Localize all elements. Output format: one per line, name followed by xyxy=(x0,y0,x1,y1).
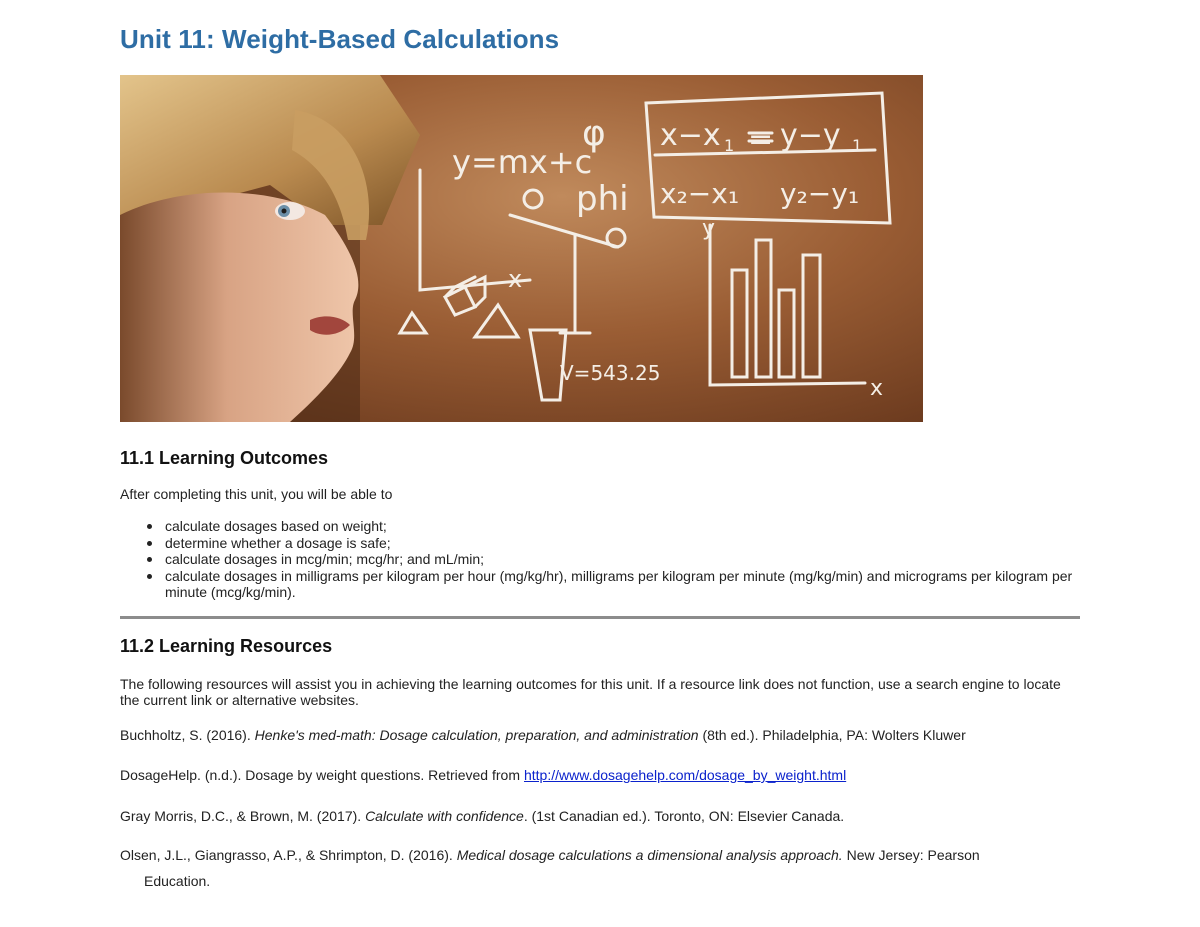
chalk-fraction-bottom-left: x₂−x₁ xyxy=(660,177,740,210)
reference-olsen: Olsen, J.L., Giangrasso, A.P., & Shrimpton, D. (2016). Medical dosage calculations a dimensional analysis approach. New Jersey: Pearson Education. xyxy=(120,847,980,889)
resources-intro: The following resources will assist you in achieving the learning outcomes for this unit. If a resource link does not function, use a search engine to locate the current link or alternative websites. xyxy=(120,676,1061,708)
chalk-axis-x-right: x xyxy=(870,376,884,401)
chalk-fraction-top-right: y−y xyxy=(780,118,841,153)
chalk-axis-y: y xyxy=(702,216,716,241)
chalk-equation-line: y=mx+c xyxy=(452,143,593,181)
list-item: determine whether a dosage is safe; xyxy=(120,535,1080,552)
page-title: Unit 11: Weight-Based Calculations xyxy=(120,24,560,54)
chalk-subscript-1: 1 xyxy=(724,136,735,155)
hero-image xyxy=(120,75,923,422)
section-heading-outcomes: 11.1 Learning Outcomes xyxy=(120,448,329,468)
chalk-fraction-top-left: x−x xyxy=(660,118,721,153)
chalk-axis-x-left: x xyxy=(508,265,523,293)
reference-buchholtz: Buchholtz, S. (2016). Henke's med-math: Dosage calculation, preparation, and administration (8th ed.). Philadelphia, PA: Wolters Kluwer xyxy=(120,727,966,743)
reference-dosagehelp: DosageHelp. (n.d.). Dosage by weight questions. Retrieved from http://www.dosagehelp.com/dosage_by_weight.html xyxy=(120,767,847,783)
chalk-fraction-bottom-right: y₂−y₁ xyxy=(780,177,860,210)
section-divider xyxy=(120,616,1080,619)
dosagehelp-link[interactable]: http://www.dosagehelp.com/dosage_by_weight.html xyxy=(523,767,847,783)
chalk-subscript-2: 1 xyxy=(852,136,863,155)
chalk-volume: V=543.25 xyxy=(560,361,661,385)
list-item: calculate dosages in milligrams per kilogram per hour (mg/kg/hr), milligrams per kilogram per minute (mg/kg/min) and micrograms per kilogram per minute (mcg/kg/min). xyxy=(120,568,1080,601)
chalk-equals: = xyxy=(748,122,774,157)
list-item: calculate dosages in mcg/min; mcg/hr; and mL/min; xyxy=(120,551,1080,568)
list-item: calculate dosages based on weight; xyxy=(120,518,1080,535)
section-heading-resources: 11.2 Learning Resources xyxy=(120,636,333,656)
outcomes-list xyxy=(120,518,1080,601)
reference-gray-morris: Gray Morris, D.C., & Brown, M. (2017). Calculate with confidence. (1st Canadian ed.). Toronto, ON: Elsevier Canada. xyxy=(120,808,845,824)
chalk-phi-symbol: φ xyxy=(582,113,606,154)
chalk-phi-word: phi xyxy=(576,179,629,219)
outcomes-intro: After completing this unit, you will be able to xyxy=(120,486,393,502)
